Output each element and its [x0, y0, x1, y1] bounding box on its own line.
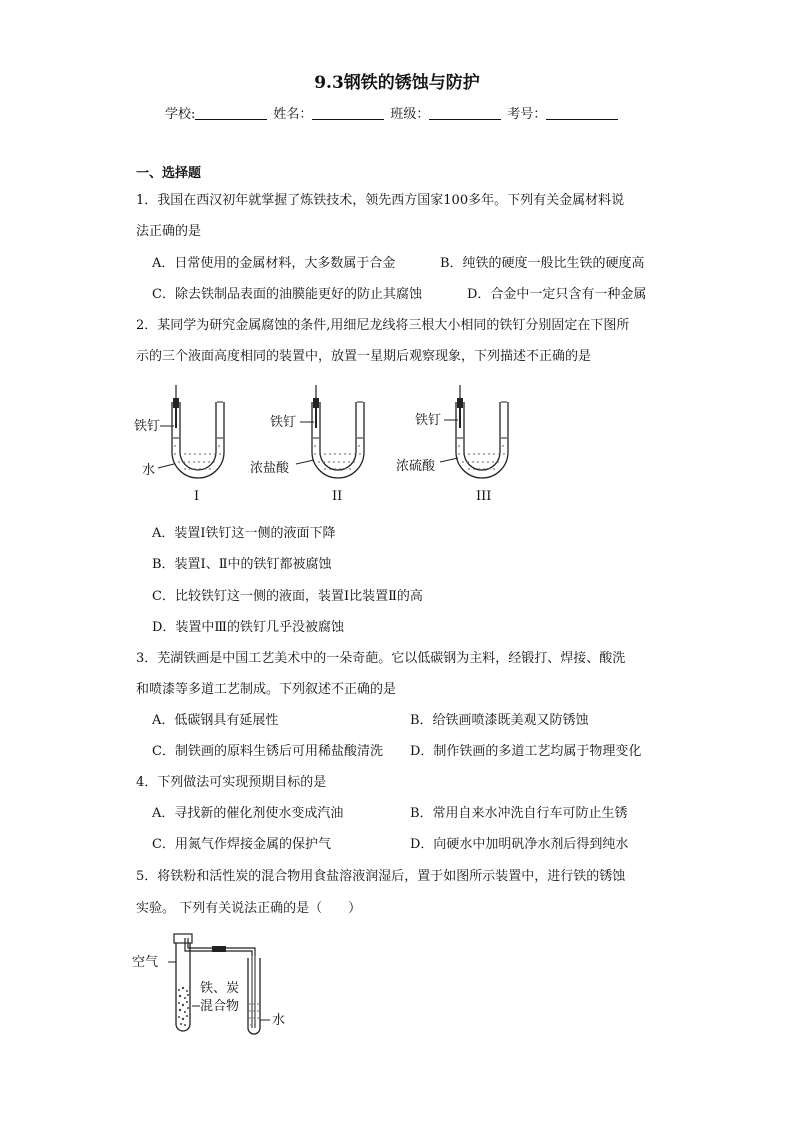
q5-figure-rust-apparatus: [128, 928, 298, 1038]
fig3-liquid-label: 浓硫酸: [396, 459, 436, 474]
q2-option-b: B．装置Ⅰ、Ⅱ中的铁钉都被腐蚀: [152, 557, 332, 572]
mix-label-line2: 混合物: [200, 999, 240, 1014]
name-label: 姓名：: [273, 107, 313, 122]
u-tube-device-1: [134, 385, 224, 504]
u-tube-device-2: [250, 385, 364, 504]
q3-option-d: D．制作铁画的多道工艺均属于物理变化: [410, 744, 642, 759]
stopper: [174, 934, 192, 943]
q1-option-a: A．日常使用的金属材料，大多数属于合金: [152, 256, 396, 271]
name-blank[interactable]: [312, 107, 384, 120]
q3-option-c: C．制铁画的原料生锈后可用稀盐酸清洗: [152, 744, 383, 759]
school-label: 学校:: [165, 107, 196, 122]
q3-option-b: B．给铁画喷漆既美观又防锈蚀: [410, 713, 589, 728]
q3-stem-line1: 3．芜湖铁画是中国工艺美术中的一朵奇葩。它以低碳钢为主料，经锻打、焊接、酸洗: [136, 651, 626, 666]
fig1-label: I: [194, 489, 200, 504]
fig1-liquid-label: 水: [142, 463, 156, 478]
water-label: 水: [272, 1013, 286, 1028]
fig2-liquid-label: 浓盐酸: [250, 461, 290, 476]
school-blank[interactable]: [195, 107, 267, 120]
q4-stem: 4．下列做法可实现预期目标的是: [136, 775, 327, 790]
q2-stem-line2: 示的三个液面高度相同的装置中，放置一星期后观察现象，下列描述不正确的是: [136, 349, 592, 364]
q4-option-a: A．寻找新的催化剂使水变成汽油: [152, 806, 344, 821]
q3-option-a: A．低碳钢具有延展性: [152, 713, 279, 728]
fig3-nail-label: 铁钉: [415, 413, 442, 428]
q1-option-b: B．纯铁的硬度一般比生铁的硬度高: [440, 256, 645, 271]
q2-option-a: A．装置Ⅰ铁钉这一侧的液面下降: [152, 526, 336, 541]
class-blank[interactable]: [429, 107, 501, 120]
number-label: 考号：: [507, 107, 547, 122]
q1-option-c: C．除去铁制品表面的油膜能更好的防止其腐蚀: [152, 287, 422, 302]
student-info-line: [165, 103, 624, 122]
q1-stem-line1: 1．我国在西汉初年就掌握了炼铁技术，领先西方国家100多年。下列有关金属材料说: [136, 193, 625, 208]
q4-option-b: B．常用自来水冲洗自行车可防止生锈: [410, 806, 628, 821]
q1-stem-line2: 法正确的是: [136, 224, 202, 239]
q2-figure-u-tubes: [130, 380, 510, 510]
q5-stem-line2: 实验。 下列有关说法正确的是（ ）: [136, 901, 362, 916]
q4-option-c: C．用氮气作焊接金属的保护气: [152, 837, 331, 852]
page-title: 9.3钢铁的锈蚀与防护: [314, 73, 480, 93]
q4-option-d: D．向硬水中加明矾净水剂后得到纯水: [410, 837, 629, 852]
q5-stem-line1: 5．将铁粉和活性炭的混合物用食盐溶液润湿后，置于如图所示装置中，进行铁的锈蚀: [136, 869, 626, 884]
fig1-nail-label: 铁钉: [134, 419, 161, 434]
q2-option-d: D．装置中Ⅲ的铁钉几乎没被腐蚀: [152, 620, 344, 635]
fig3-label: III: [476, 489, 492, 504]
class-label: 班级：: [390, 107, 430, 122]
q3-stem-line2: 和喷漆等多道工艺制成。下列叙述不正确的是: [136, 682, 397, 697]
u-tube-device-3: [396, 385, 508, 504]
section-heading: 一、选择题: [136, 166, 202, 181]
number-blank[interactable]: [546, 107, 618, 120]
mix-label-line1: 铁、炭: [200, 981, 240, 996]
q1-option-d: D．合金中一定只含有一种金属: [467, 287, 647, 302]
fig2-nail-label: 铁钉: [270, 415, 297, 430]
fig2-label: II: [332, 489, 343, 504]
q2-option-c: C．比较铁钉这一侧的液面，装置Ⅰ比装置Ⅱ的高: [152, 589, 423, 604]
q2-stem-line1: 2．某同学为研究金属腐蚀的条件,用细尼龙线将三根大小相同的铁钉分别固定在下图所: [136, 318, 630, 333]
air-label: 空气: [132, 955, 159, 970]
